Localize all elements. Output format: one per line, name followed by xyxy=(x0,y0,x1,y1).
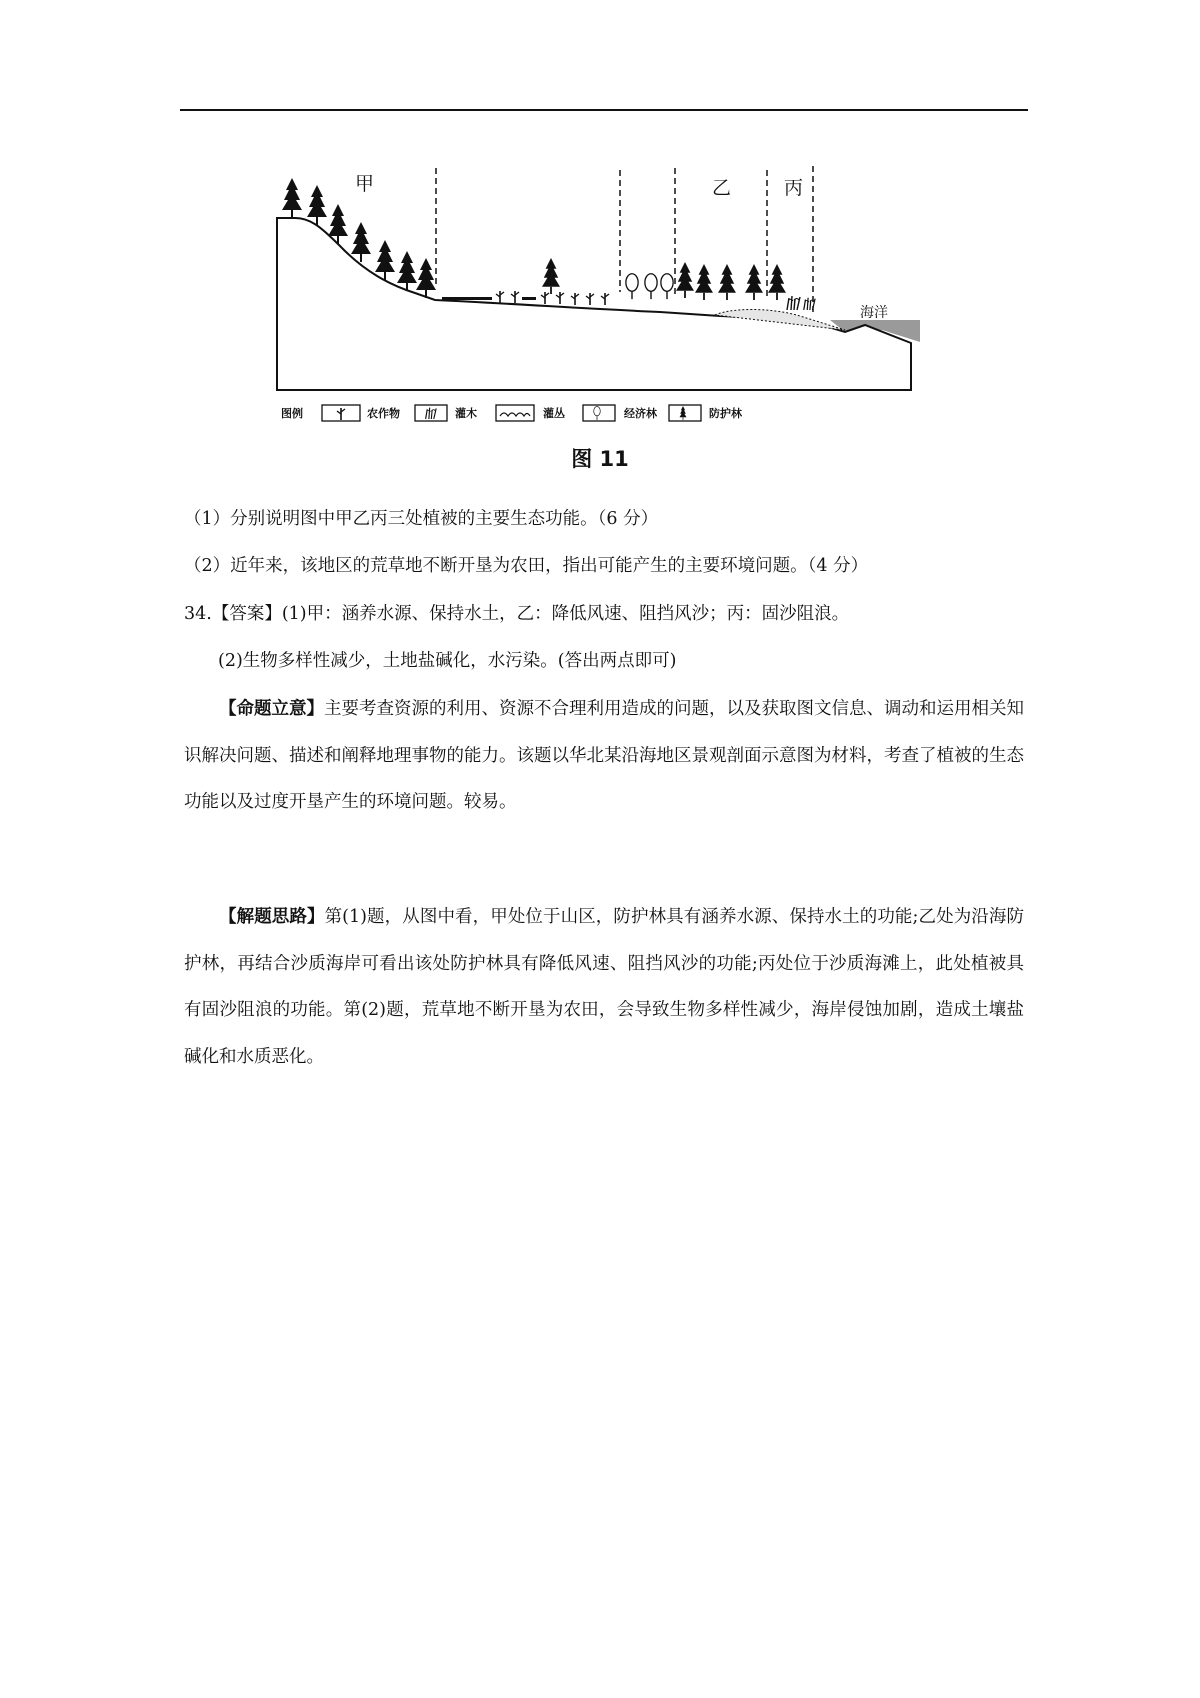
answer-line-1: 34.【答案】(1)甲：涵养水源、保持水土，乙：降低风速、阻挡风沙；丙：固沙阻浪。 xyxy=(184,604,850,624)
coastal-shelterbelt xyxy=(676,262,786,300)
legend xyxy=(281,405,743,421)
legend-shelterbelt: 防护林 xyxy=(709,407,742,420)
figure-caption: 图 11 xyxy=(571,447,629,471)
region-label-jia: 甲 xyxy=(355,173,375,195)
legend-bush: 灌丛 xyxy=(543,407,565,420)
header-rule xyxy=(180,109,1028,111)
solution-label: 【解题思路】 xyxy=(219,907,325,927)
landscape-profile-figure xyxy=(260,160,920,430)
sea-label: 海洋 xyxy=(860,305,888,321)
region-label-yi: 乙 xyxy=(712,177,732,199)
question-2: （2）近年来，该地区的荒草地不断开垦为农田，指出可能产生的主要环境问题。（4 分） xyxy=(184,556,869,576)
lone-tree xyxy=(542,258,560,294)
legend-title: 图例 xyxy=(281,407,303,420)
question-1: （1）分别说明图中甲乙丙三处植被的主要生态功能。（6 分） xyxy=(184,509,659,529)
economic-forest xyxy=(626,274,673,299)
solution-paragraph xyxy=(184,894,1024,1080)
crop-field xyxy=(496,291,609,305)
beach-shrubs xyxy=(787,296,815,310)
solution-text: 第(1)题，从图中看，甲处位于山区，防护林具有涵养水源、保持水土的功能;乙处为沿海防护林，再结合沙质海岸可看出该处防护林具有降低风速、阻挡风沙的功能;丙处位于沙质海滩上，此处植被具有固沙阻浪的功能。第(2)题，荒草地不断开垦为农田，会导致生物多样性减少，海岸侵蚀加剧，造成土壤盐碱化和水质恶化。 xyxy=(184,907,1024,1067)
answer-line-2: (2)生物多样性减少，土地盐碱化，水污染。(答出两点即可) xyxy=(218,651,677,671)
intent-text: 主要考查资源的利用、资源不合理利用造成的问题，以及获取图文信息、调动和运用相关知识解决问题、描述和阐释地理事物的能力。该题以华北某沿海地区景观剖面示意图为材料，考查了植被的生态功能以及过度开垦产生的环境问题。较易。 xyxy=(184,699,1024,812)
legend-economic-forest: 经济林 xyxy=(624,407,657,420)
grassland-bushes xyxy=(442,297,536,300)
legend-crop: 农作物 xyxy=(367,407,400,420)
intent-paragraph xyxy=(184,686,1024,826)
region-label-bing: 丙 xyxy=(784,177,804,199)
intent-label: 【命题立意】 xyxy=(219,699,324,719)
legend-shrub: 灌木 xyxy=(455,407,477,420)
terrain-profile xyxy=(277,218,911,390)
